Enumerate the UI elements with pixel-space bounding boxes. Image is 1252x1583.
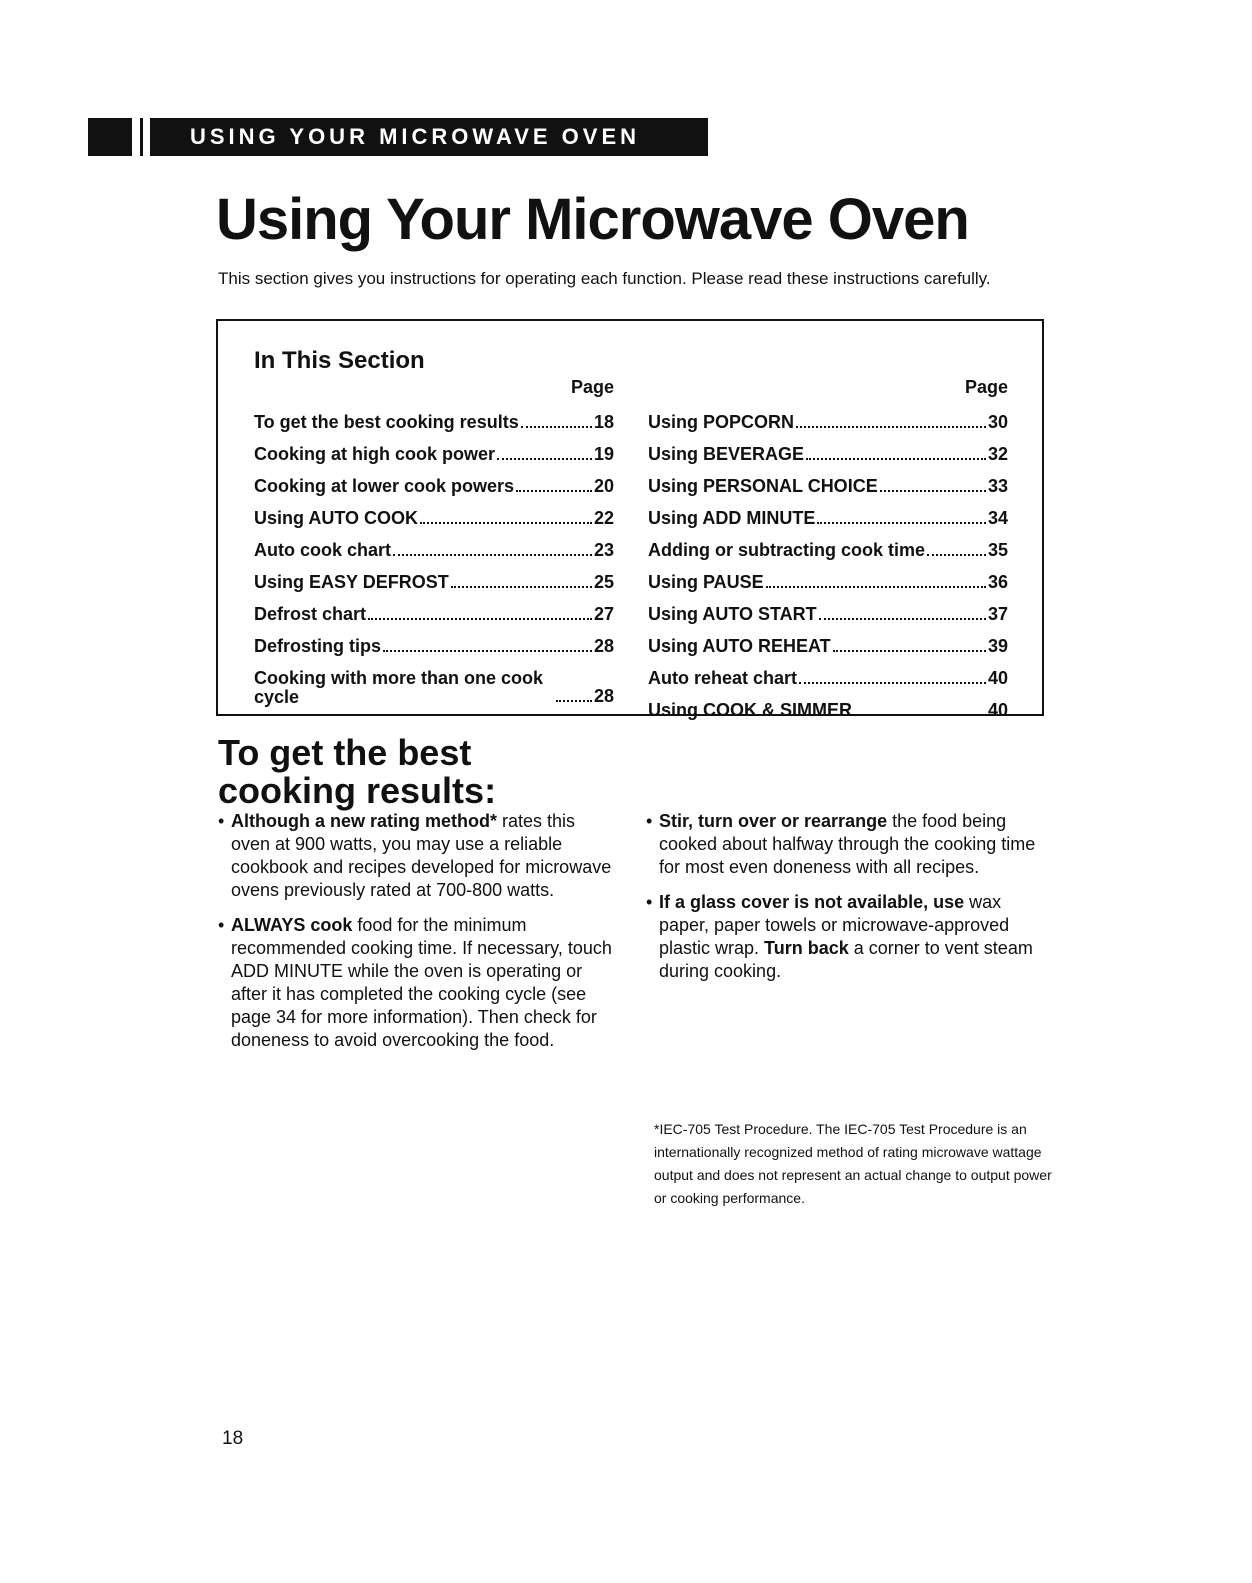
leader-dots — [854, 714, 986, 716]
leader-dots — [819, 618, 986, 620]
contents-item: Using ADD MINUTE 34 — [648, 508, 1008, 528]
bullet-list-right — [646, 810, 1046, 995]
leader-dots — [880, 490, 986, 492]
leader-dots — [806, 458, 986, 460]
bullet-item: • ALWAYS cook food for the minimum recommended cooking time. If necessary, touch ADD MINUTE while the oven is operating or after it has completed the cooking cycle (see page 34 for more information). Then check for doneness to avoid overcooking the food. — [218, 914, 618, 1052]
page-column-header: Page — [570, 377, 614, 397]
contents-item: Cooking at lower cook powers 20 — [254, 476, 614, 496]
contents-item: Using AUTO COOK 22 — [254, 508, 614, 528]
contents-column-left — [254, 373, 614, 707]
contents-item: Defrosting tips 28 — [254, 636, 614, 656]
leader-dots — [927, 554, 986, 556]
contents-item: Using AUTO REHEAT 39 — [648, 636, 1008, 656]
leader-dots — [833, 650, 986, 652]
contents-item: Auto cook chart 23 — [254, 540, 614, 560]
contents-item: Auto reheat chart 40 — [648, 668, 1008, 688]
leader-dots — [556, 700, 592, 702]
page-number: 18 — [222, 1428, 244, 1449]
contents-item: Adding or subtracting cook time 35 — [648, 540, 1008, 560]
contents-item: Cooking at high cook power 19 — [254, 444, 614, 464]
leader-dots — [516, 490, 592, 492]
leader-dots — [799, 682, 986, 684]
contents-item: Using POPCORN 30 — [648, 412, 1008, 432]
leader-dots — [766, 586, 986, 588]
section-title: To get the best cooking results: — [218, 732, 497, 811]
contents-column-right — [648, 373, 1008, 721]
contents-item: Using PAUSE 36 — [648, 572, 1008, 592]
bullet-item: • Stir, turn over or rearrange the food being cooked about halfway through the cooking time for most even doneness with all recipes. — [646, 810, 1046, 879]
contents-item: Using BEVERAGE 32 — [648, 444, 1008, 464]
section-banner: USING YOUR MICROWAVE OVEN — [150, 118, 708, 156]
contents-item: To get the best cooking results 18 — [254, 412, 614, 432]
bullet-item: • Although a new rating method* rates this oven at 900 watts, you may use a reliable cookbook and recipes developed for microwave ovens previously rated at 700-800 watts. — [218, 810, 618, 902]
footnote: *IEC-705 Test Procedure. The IEC-705 Test Procedure is an internationally recognized method of rating microwave wattage output and does not represent an actual change to output power or cooking performance. — [654, 1121, 1052, 1206]
leader-dots — [521, 426, 592, 428]
leader-dots — [383, 650, 592, 652]
bullet-item: • If a glass cover is not available, use wax paper, paper towels or microwave-approved plastic wrap. Turn back a corner to vent steam during cooking. — [646, 891, 1046, 983]
intro-text: This section gives you instructions for operating each function. Please read these instructions carefully. — [218, 269, 991, 288]
leader-dots — [796, 426, 986, 428]
leader-dots — [451, 586, 592, 588]
leader-dots — [817, 522, 986, 524]
contents-item: Cooking with more than one cook cycle 28 — [254, 668, 614, 707]
contents-item: Defrost chart 27 — [254, 604, 614, 624]
contents-item: Using AUTO START 37 — [648, 604, 1008, 624]
contents-heading: In This Section — [254, 347, 425, 374]
header-rule — [140, 118, 143, 156]
section-contents-box — [216, 319, 1044, 720]
contents-item: Using PERSONAL CHOICE 33 — [648, 476, 1008, 496]
leader-dots — [497, 458, 592, 460]
header-block — [88, 118, 132, 156]
page-title: Using Your Microwave Oven — [216, 187, 969, 252]
leader-dots — [393, 554, 592, 556]
contents-item: Using EASY DEFROST 25 — [254, 572, 614, 592]
leader-dots — [368, 618, 592, 620]
page-column-header: Page — [964, 377, 1008, 397]
bullet-list-left — [218, 810, 618, 1064]
leader-dots — [420, 522, 592, 524]
contents-item: Using COOK & SIMMER 40 — [648, 700, 1008, 720]
